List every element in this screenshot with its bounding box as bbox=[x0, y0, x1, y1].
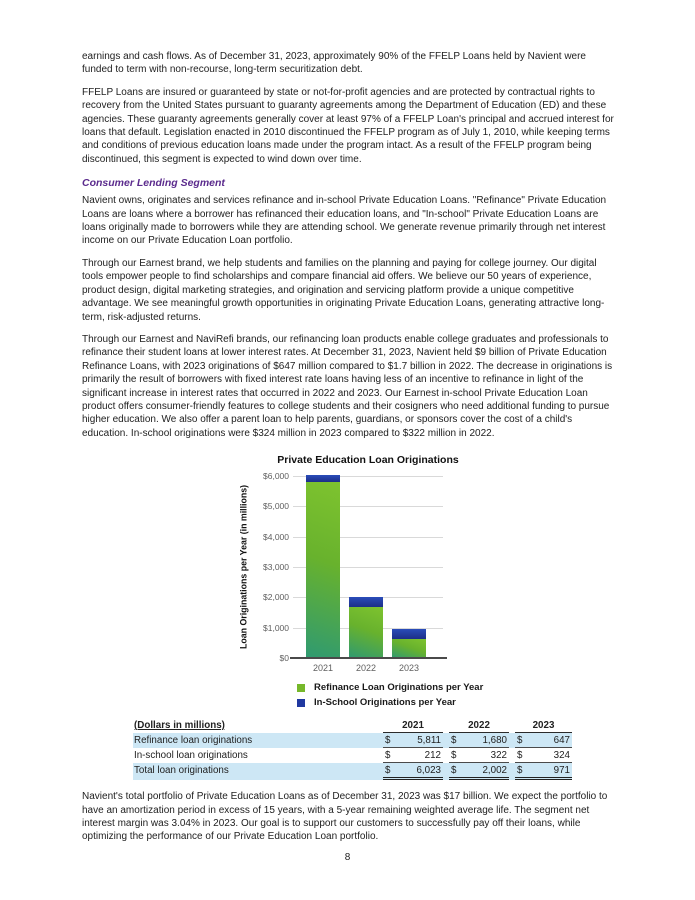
currency-symbol: $ bbox=[451, 749, 457, 761]
y-tick-label: $1,000 bbox=[263, 622, 289, 633]
currency-symbol: $ bbox=[517, 749, 523, 761]
cell-value: 1,680 bbox=[482, 734, 507, 746]
y-tick-label: $2,000 bbox=[263, 592, 289, 603]
paragraph-navient-owns: Navient owns, originates and services refinance and in-school Private Education Loans. "Refinance" Private Education Loans are loans where a borrower has refinanced their education loans, and "In-school" Private Education Loans are loans originally made to borrowers while they are attending school. We generate revenue primarily through net interest income on our Private Education Loan portfolio. bbox=[82, 195, 607, 247]
bar-segment-refinance bbox=[349, 607, 383, 658]
currency-symbol: $ bbox=[517, 764, 523, 776]
y-tick-label: $5,000 bbox=[263, 501, 289, 512]
row-label: In-school loan originations bbox=[134, 749, 248, 761]
table-cell bbox=[515, 763, 572, 780]
currency-symbol: $ bbox=[385, 734, 391, 746]
row-label: Refinance loan originations bbox=[134, 734, 253, 746]
paragraph-ffelp-guaranty: FFELP Loans are insured or guaranteed by state or not-for-profit agencies and are protected by contractual rights to recovery from the United States pursuant to guaranty agreements among the Department of Education (ED) and these agencies. These guaranty agreements generally cover at least 97% of a FFELP Loan's principal and accrued interest for loans that default. Legislation enacted in 2010 discontinued the FFELP program as of July 1, 2010, while keeping terms and conditions of previous education loans made under the program intact. As a result of the FFELP program being discontinued, this segment is expected to wind down over time. bbox=[82, 86, 614, 165]
legend-swatch bbox=[297, 684, 305, 692]
y-axis-label: Loan Originations per Year (in millions) bbox=[238, 485, 249, 650]
cell-value: 2,002 bbox=[482, 764, 507, 776]
x-tick-label: 2022 bbox=[355, 663, 377, 674]
chart-legend bbox=[297, 682, 616, 708]
bar-segment-refinance bbox=[392, 639, 426, 659]
page-number: 8 bbox=[344, 852, 351, 863]
stacked-bar-2023 bbox=[392, 629, 426, 658]
currency-symbol: $ bbox=[385, 749, 391, 761]
table-year-header-2023: 2023 bbox=[515, 718, 572, 733]
consumer-lending-segment-heading: Consumer Lending Segment bbox=[82, 177, 225, 190]
table-cell bbox=[383, 733, 443, 748]
cell-value: 6,023 bbox=[416, 764, 441, 776]
stacked-bar-2022 bbox=[349, 597, 383, 658]
cell-value: 212 bbox=[424, 749, 441, 761]
bar-segment-refinance bbox=[306, 482, 340, 658]
loan-originations-chart bbox=[237, 454, 616, 708]
table-row-total bbox=[133, 763, 572, 780]
x-tick-label: 2021 bbox=[312, 663, 334, 674]
currency-symbol: $ bbox=[451, 734, 457, 746]
paragraph-portfolio-summary: Navient's total portfolio of Private Education Loans as of December 31, 2023 was $17 billion. We expect the portfolio to have an amortization period in excess of 15 years, with a 5-year remaining weighted average life. The segment net interest margin was 3.04% in 2023. Our goal is to support our customers to successfully pay off their loans, while optimizing the performance of our Private Education Loan portfolio. bbox=[82, 791, 608, 843]
y-tick-label: $3,000 bbox=[263, 562, 289, 573]
legend-swatch bbox=[297, 699, 305, 707]
table-cell bbox=[383, 763, 443, 780]
table-cell bbox=[515, 748, 572, 763]
table-year-header-2022: 2022 bbox=[449, 718, 509, 733]
paragraph-earnest-brand: Through our Earnest brand, we help students and families on the planning and paying for college journey. Our digital tools empower people to find scholarships and compare financial aid offers. We believe our 50 years of experience, product design, digital marketing strategies, and origination and servicing platform provide a unique competitive advantage. We see meaningful growth opportunities in originating Private Education Loans, generating attractive long-term, risk-adjusted returns. bbox=[82, 257, 605, 323]
table-cell bbox=[449, 733, 509, 748]
chart-plot-area bbox=[293, 476, 443, 658]
cell-value: 971 bbox=[553, 764, 570, 776]
paragraph-navirefi: Through our Earnest and NaviRefi brands, our refinancing loan products enable college graduates and professionals to refinance their student loans at lower interest rates. At December 31, 2023, Navient held $9 billion of Private Education Refinance Loans, with 2023 originations of $647 million compared to $1.7 billion in 2022. The decrease in originations is primarily the result of borrowers with fixed interest rate loans having less of an incentive to refinance in light of the significant increase in interest rates that occurred in 2022 and 2023. Our Earnest in-school Private Education Loan product offers consumer-friendly features to college students and their cosigners who need additional funding to pursue higher education. We also offer a parent loan to help parents, guardians, or sponsors cover the cost of a child's education. In-school originations were $324 million in 2023 compared to $322 million in 2022. bbox=[82, 333, 613, 439]
y-tick-label: $4,000 bbox=[263, 531, 289, 542]
chart-canvas bbox=[237, 454, 477, 678]
legend-label: Refinance Loan Originations per Year bbox=[314, 682, 484, 694]
y-tick-label: $6,000 bbox=[263, 471, 289, 482]
paragraph-ffelp-funding: earnings and cash flows. As of December 31, 2023, approximately 90% of the FFELP Loans held by Navient were funded to term with non-recourse, long-term securitization debt. bbox=[82, 51, 586, 76]
legend-label: In-School Originations per Year bbox=[314, 697, 456, 709]
y-tick-label: $0 bbox=[279, 653, 289, 664]
table-row-in-school bbox=[133, 748, 572, 763]
bar-segment-in-school bbox=[392, 629, 426, 639]
table-unit-label: (Dollars in millions) bbox=[134, 719, 225, 731]
chart-title: Private Education Loan Originations bbox=[277, 454, 459, 467]
cell-value: 324 bbox=[553, 749, 570, 761]
table-cell bbox=[449, 763, 509, 780]
table-header-row bbox=[133, 718, 572, 733]
legend-item bbox=[297, 682, 616, 693]
table-cell bbox=[383, 748, 443, 763]
currency-symbol: $ bbox=[451, 764, 457, 776]
cell-value: 5,811 bbox=[417, 734, 441, 746]
x-axis-line bbox=[290, 657, 447, 659]
bar-segment-in-school bbox=[349, 597, 383, 607]
legend-item bbox=[297, 697, 616, 708]
cell-value: 322 bbox=[490, 749, 507, 761]
currency-symbol: $ bbox=[517, 734, 523, 746]
stacked-bar-2021 bbox=[306, 475, 340, 658]
loan-originations-table bbox=[133, 718, 572, 780]
x-tick-label: 2023 bbox=[398, 663, 420, 674]
table-row-refinance bbox=[133, 733, 572, 748]
table-cell bbox=[449, 748, 509, 763]
table-cell bbox=[515, 733, 572, 748]
cell-value: 647 bbox=[553, 734, 570, 746]
row-label: Total loan originations bbox=[134, 764, 229, 776]
table-year-header-2021: 2021 bbox=[383, 718, 443, 733]
currency-symbol: $ bbox=[385, 764, 391, 776]
